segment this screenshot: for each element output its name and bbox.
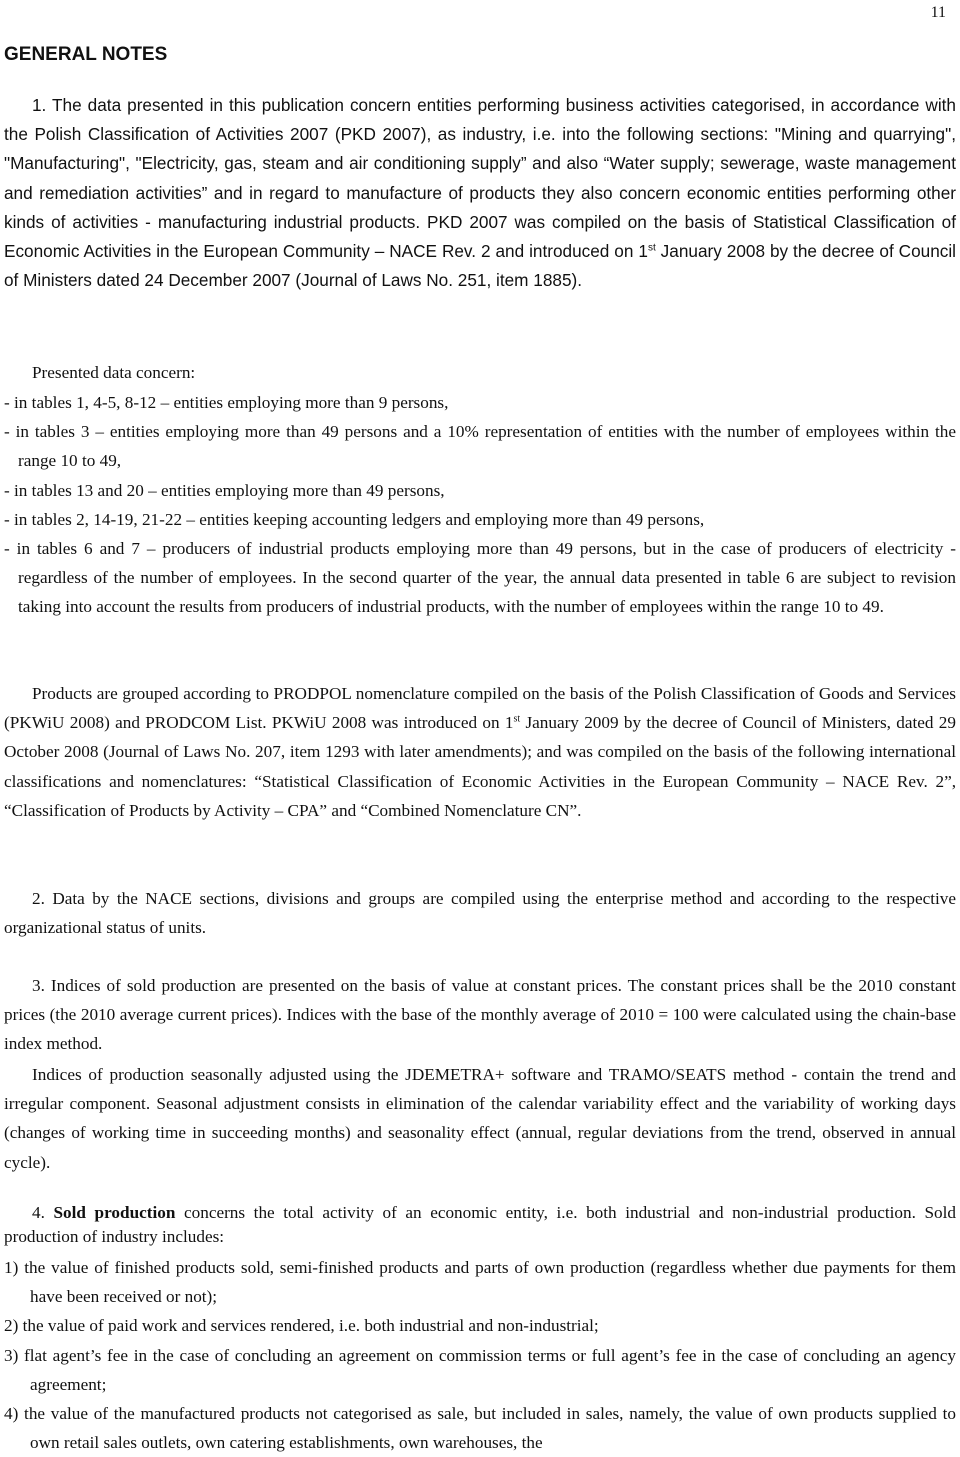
page-number: 11 bbox=[930, 4, 946, 21]
list-item: 4) the value of the manufactured products not categorised as sale, but included in sales, namely, the value of own products supplied to own retail sales outlets, own catering establishments, own warehouses, the bbox=[4, 1404, 956, 1453]
list-item: 3) flat agent’s fee in the case of concluding an agreement on commission terms or full agent’s fee in the case of concluding an agency agreement; bbox=[4, 1345, 956, 1394]
note-1-text-end: January 2008 by the decree of Council of Ministers dated 24 December 2007 (Journal of Laws No. 251, item 1885). bbox=[4, 241, 956, 291]
note-4-text: concerns the total activity of an economic entity, i.e. both industrial and non-industrial production. Sold production of industry includes: bbox=[4, 1203, 956, 1246]
list-item: - in tables 1, 4-5, 8-12 – entities employing more than 9 persons, bbox=[4, 393, 449, 412]
list-item: - in tables 6 and 7 – producers of industrial products employing more than 49 persons, but in the case of producers of electricity - regardless of the number of employees. In the second quarter of the year, the annual data presented in table 6 are subject to revision taking into account the results from producers of industrial products, with the number of employees within the range 10 to 49. bbox=[4, 539, 956, 617]
products-superscript: st bbox=[513, 713, 521, 725]
list-item: 2) the value of paid work and services rendered, i.e. both industrial and non-industrial; bbox=[4, 1316, 599, 1336]
presented-data-list bbox=[4, 388, 956, 622]
note-4-term: Sold production bbox=[53, 1203, 176, 1222]
note-3-seasonal-paragraph: Indices of production seasonally adjusted using the JDEMETRA+ software and TRAMO/SEATS method - contain the trend and irregular component. Seasonal adjustment consists in elimination of the calendar variability effect and the variability of working days (changes of working time in succeeding months) and seasonality effect (annual, regular deviations from the trend, observed in annual cycle). bbox=[4, 1065, 956, 1172]
list-item: - in tables 13 and 20 – entities employing more than 49 persons, bbox=[4, 480, 445, 500]
note-2-paragraph: 2. Data by the NACE sections, divisions and groups are compiled using the enterprise method and according to the respective organizational status of units. bbox=[4, 889, 956, 938]
note-3-paragraph: 3. Indices of sold production are presented on the basis of value at constant prices. The constant prices shall be the 2010 constant prices (the 2010 average current prices). Indices with the base of the monthly average of 2010 = 100 were calculated using the chain-base index method. bbox=[4, 976, 956, 1054]
presented-data-intro: Presented data concern: bbox=[32, 363, 196, 382]
note-4-paragraph bbox=[4, 1201, 956, 1249]
products-text: Products are grouped according to PRODPOL nomenclature compiled on the basis of the Polish Classification of Goods and Services (PKWiU 2008) and PRODCOM List. PKWiU 2008 was introduced on 1 bbox=[4, 684, 956, 733]
sold-production-list bbox=[4, 1253, 956, 1457]
note-1-paragraph bbox=[4, 91, 956, 295]
page-title: GENERAL NOTES bbox=[4, 44, 168, 65]
note-1-superscript: st bbox=[647, 242, 656, 254]
list-item: 1) the value of finished products sold, semi-finished products and parts of own production (regardless whether due payments for them have been received or not); bbox=[4, 1258, 956, 1307]
products-text-end: January 2009 by the decree of Council of Ministers, dated 29 October 2008 (Journal of Laws No. 207, item 1293 with later amendments); and was compiled on the basis of the following international classifications and nomenclatures: “Statistical Classification of Economic Activities in the European Community – NACE Rev. 2”, “Classification of Products by Activity – CPA” and “Combined Nomenclature CN”. bbox=[4, 713, 956, 820]
list-item: - in tables 3 – entities employing more than 49 persons and a 10% representation of entities with the number of employees within the range 10 to 49, bbox=[4, 422, 956, 471]
note-4-number: 4. bbox=[32, 1203, 54, 1222]
products-paragraph bbox=[4, 679, 956, 825]
note-1-text: 1. The data presented in this publication concern entities performing business activities categorised, in accordance with the Polish Classification of Activities 2007 (PKD 2007), as industry, i.e. into the following sections: "Mining and quarrying", "Manufacturing", "Electricity, gas, steam and air conditioning supply” and also “Water supply; sewerage, waste management and remediation activities” and in regard to manufacture of products they also concern economic entities performing other kinds of activities - manufacturing industrial products. PKD 2007 was compiled on the basis of Statistical Classification of Economic Activities in the European Community – NACE Rev. 2 and introduced on 1 bbox=[4, 95, 956, 262]
list-item: - in tables 2, 14-19, 21-22 – entities keeping accounting ledgers and employing more than 49 persons, bbox=[4, 509, 705, 529]
